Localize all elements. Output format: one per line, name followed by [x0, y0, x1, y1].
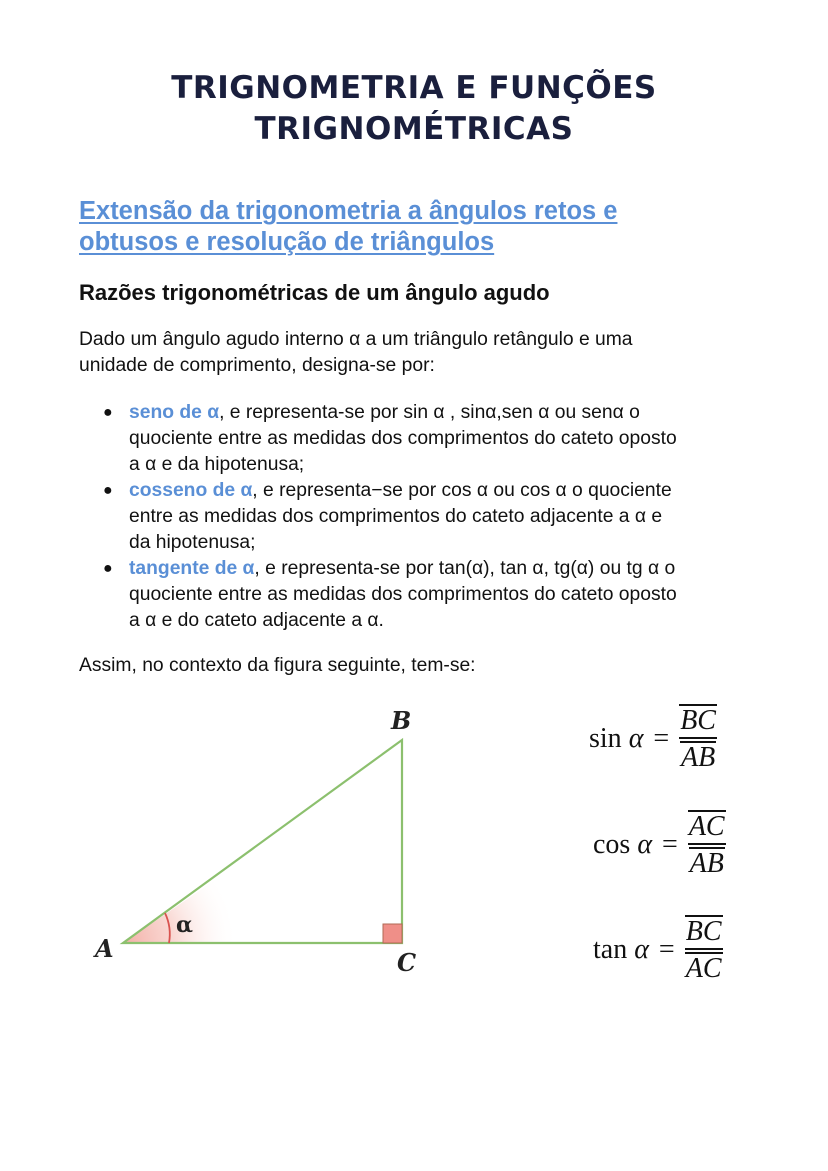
equals-sign: =: [662, 828, 678, 860]
variable: α: [637, 828, 653, 860]
bullet-icon: ●: [103, 560, 113, 577]
definition-term: tangente de α: [129, 558, 255, 579]
angle-label: α: [176, 912, 193, 938]
vertex-b-label: B: [391, 706, 412, 735]
fraction: [679, 704, 717, 773]
definition-line: quociente entre as medidas dos comprimentos do cateto oposto: [129, 428, 677, 449]
triangle-diagram: [85, 695, 435, 985]
definition-item-cosine: [79, 478, 779, 556]
definition-line: entre as medidas dos comprimentos do cateto adjacente a α e: [129, 506, 663, 527]
definition-text: , e representa−se por cos α ou cos α o quociente: [252, 480, 672, 501]
definitions-list: [79, 400, 779, 634]
numerator: BC: [685, 916, 722, 947]
equals-sign: =: [653, 722, 670, 754]
definition-text: , e representa-se por tan(α), tan α, tg(α) ou tg α o: [254, 558, 676, 579]
bullet-icon: ●: [103, 482, 113, 499]
function-name: tan: [593, 933, 628, 965]
intro-paragraph: [79, 327, 759, 378]
formula-cosine: [593, 810, 726, 879]
vertex-a-label: A: [95, 934, 114, 963]
definition-line: da hipotenusa;: [129, 532, 256, 553]
formula-lhs: [593, 829, 652, 861]
numerator: AC: [688, 811, 725, 842]
definition-text: , e representa-se por sin α , sinα,sen α ou senα o: [219, 402, 640, 423]
definition-item-tangent: [79, 556, 779, 634]
definition-line: a α e da hipotenusa;: [129, 454, 305, 475]
page-title-line-2: TRIGNOMÉTRICAS: [254, 111, 574, 147]
denominator: AC: [685, 953, 722, 984]
formula-tangent: [593, 915, 723, 984]
definition-line: [129, 556, 779, 582]
definition-term: cosseno de α: [129, 480, 253, 501]
denominator: AB: [689, 848, 724, 879]
function-name: sin: [589, 722, 622, 754]
bullet-icon: ●: [103, 404, 113, 421]
definition-line: quociente entre as medidas dos comprimentos do cateto oposto: [129, 584, 677, 605]
fraction-bar: [685, 948, 723, 950]
function-name: cos: [593, 828, 631, 860]
denominator: AB: [680, 742, 716, 773]
fraction: [688, 810, 726, 879]
equals-sign: =: [658, 933, 675, 965]
intro-line-2: unidade de comprimento, designa-se por:: [79, 354, 435, 376]
section-heading-line-2[interactable]: obtusos e resolução de triângulos: [79, 228, 495, 256]
formula-lhs: [593, 934, 649, 966]
variable: α: [634, 933, 649, 965]
intro-line-1: Dado um ângulo agudo interno α a um triângulo retângulo e uma: [79, 329, 633, 350]
definition-line: [129, 478, 779, 504]
section-heading-link[interactable]: [79, 196, 719, 258]
fraction: [685, 915, 723, 984]
page-title: [0, 68, 828, 150]
vertex-c-label: C: [397, 948, 417, 977]
figure-intro-text: Assim, no contexto da figura seguinte, tem-se:: [79, 655, 476, 676]
fraction-bar: [688, 843, 726, 845]
formula-lhs: [589, 723, 643, 755]
definition-line: a α e do cateto adjacente a α.: [129, 610, 384, 631]
right-angle-marker: [383, 924, 402, 943]
numerator: BC: [680, 705, 716, 736]
page-title-line-1: TRIGNOMETRIA E FUNÇÕES: [171, 70, 657, 106]
fraction-bar: [679, 737, 717, 739]
subheading: Razões trigonométricas de um ângulo agudo: [79, 280, 550, 305]
formula-sine: [589, 704, 717, 773]
section-heading-line-1[interactable]: Extensão da trigonometria a ângulos retos e: [79, 197, 618, 225]
variable: α: [628, 722, 644, 754]
definition-item-sine: [79, 400, 779, 478]
definition-term: seno de α: [129, 402, 220, 423]
right-triangle-figure: [85, 695, 435, 985]
definition-line: [129, 400, 779, 426]
triangle-outline: [123, 740, 402, 943]
